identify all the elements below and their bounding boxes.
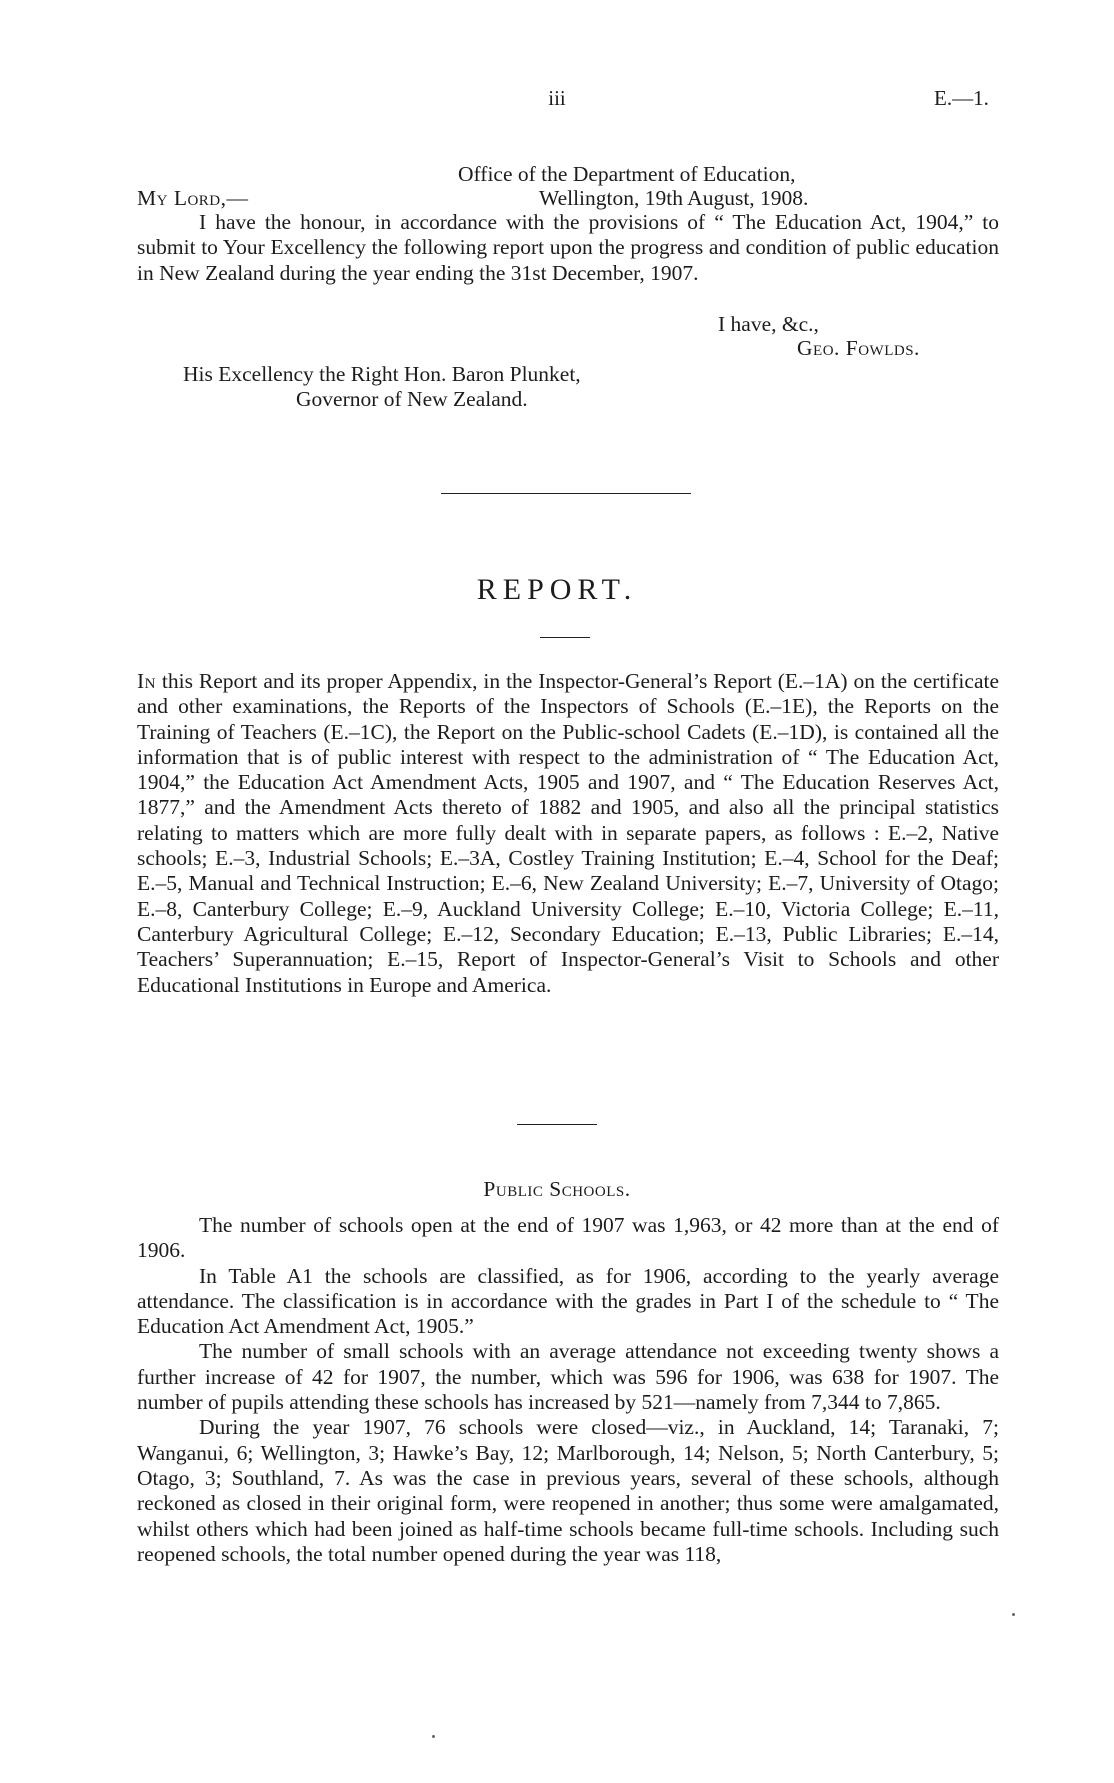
public-schools-section [137, 1213, 999, 1567]
paragraph: The number of schools open at the end of 1907 was 1,963, or 42 more than at the end of 1906. [137, 1213, 999, 1263]
place-date: Wellington, 19th August, 1908. [539, 186, 809, 210]
closing: I have, &c., [718, 312, 819, 336]
intro-text: this Report and its proper Appendix, in the Inspector-General’s Report (E.–1A) on the certificate and other examinations, the Reports of the Inspectors of Schools (E.–1E), the Reports on the Training of Teachers (E.–1C), the Report on the Public-school Cadets (E.–1D), is contained all the information that is of public interest with respect to the administration of “ The Education Act, 1904,” the Education Act Amendment Acts, 1905 and 1907, and “ The Education Reserves Act, 1877,” and the Amendment Acts thereto of 1882 and 1905, and also all the principal statistics relating to matters which are more fully dealt with in separate papers, as follows : E.–2, Native schools; E.–3, Industrial Schools; E.–3A, Costley Training Institution; E.–4, School for the Deaf; E.–5, Manual and Technical Instruction; E.–6, New Zealand University; E.–7, University of Otago; E.–8, Canterbury College; E.–9, Auckland University College; E.–10, Victoria College; E.–11, Canterbury Agricultural College; E.–12, Secondary Education; E.–13, Public Libraries; E.–14, Teachers’ Superannuation; E.–15, Report of Inspector-General’s Visit to Schools and other Educational Institutions in Europe and America. [137, 669, 999, 997]
paragraph: In Table A1 the schools are classified, as for 1906, according to the yearly average attendance. The classification is in accordance with the grades in Part I of the schedule to “ The Education Act Amendment Act, 1905.” [137, 1263, 999, 1339]
document-code: E.—1. [934, 86, 989, 110]
letter-body-text: I have the honour, in accordance with the provisions of “ The Education Act, 1904,” to submit to Your Excellency the following report upon the progress and condition of public education in New Zealand during the year ending the 31st December, 1907. [137, 210, 999, 285]
addressee-line2: Governor of New Zealand. [296, 387, 528, 411]
letter-body [137, 210, 999, 286]
report-intro [137, 669, 999, 998]
addressee-line1: His Excellency the Right Hon. Baron Plunket, [183, 362, 581, 386]
public-schools-heading: Public Schools. [483, 1177, 631, 1201]
intro-lead: In [137, 669, 156, 693]
section-divider-short [517, 1124, 597, 1125]
section-divider [441, 493, 691, 494]
scan-speck [432, 1735, 435, 1738]
report-title: REPORT. [476, 573, 638, 606]
salutation: My Lord,— [137, 186, 249, 210]
paragraph: During the year 1907, 76 schools were closed—viz., in Auckland, 14; Taranaki, 7; Wanganui, 6; Wellington, 3; Hawke’s Bay, 12; Marlborough, 14; Nelson, 5; North Canterbury, 5; Otago, 3; Southland, 7. As was the case in previous years, several of these schools, although reckoned as closed in their original form, were reopened in another; thus some were amalgamated, whilst others which had been joined as half-time schools became full-time schools. Including such reopened schools, the total number opened during the year was 118, [137, 1415, 999, 1566]
title-underline [540, 637, 590, 638]
signature: Geo. Fowlds. [797, 336, 920, 360]
scan-speck [1012, 1613, 1015, 1616]
paragraph: The number of small schools with an average attendance not exceeding twenty shows a further increase of 42 for 1907, the number, which was 596 for 1906, was 638 for 1907. The number of pupils attending these schools has increased by 521—namely from 7,344 to 7,865. [137, 1339, 999, 1415]
page-number: iii [548, 86, 566, 110]
office-line: Office of the Department of Education, [458, 162, 796, 186]
